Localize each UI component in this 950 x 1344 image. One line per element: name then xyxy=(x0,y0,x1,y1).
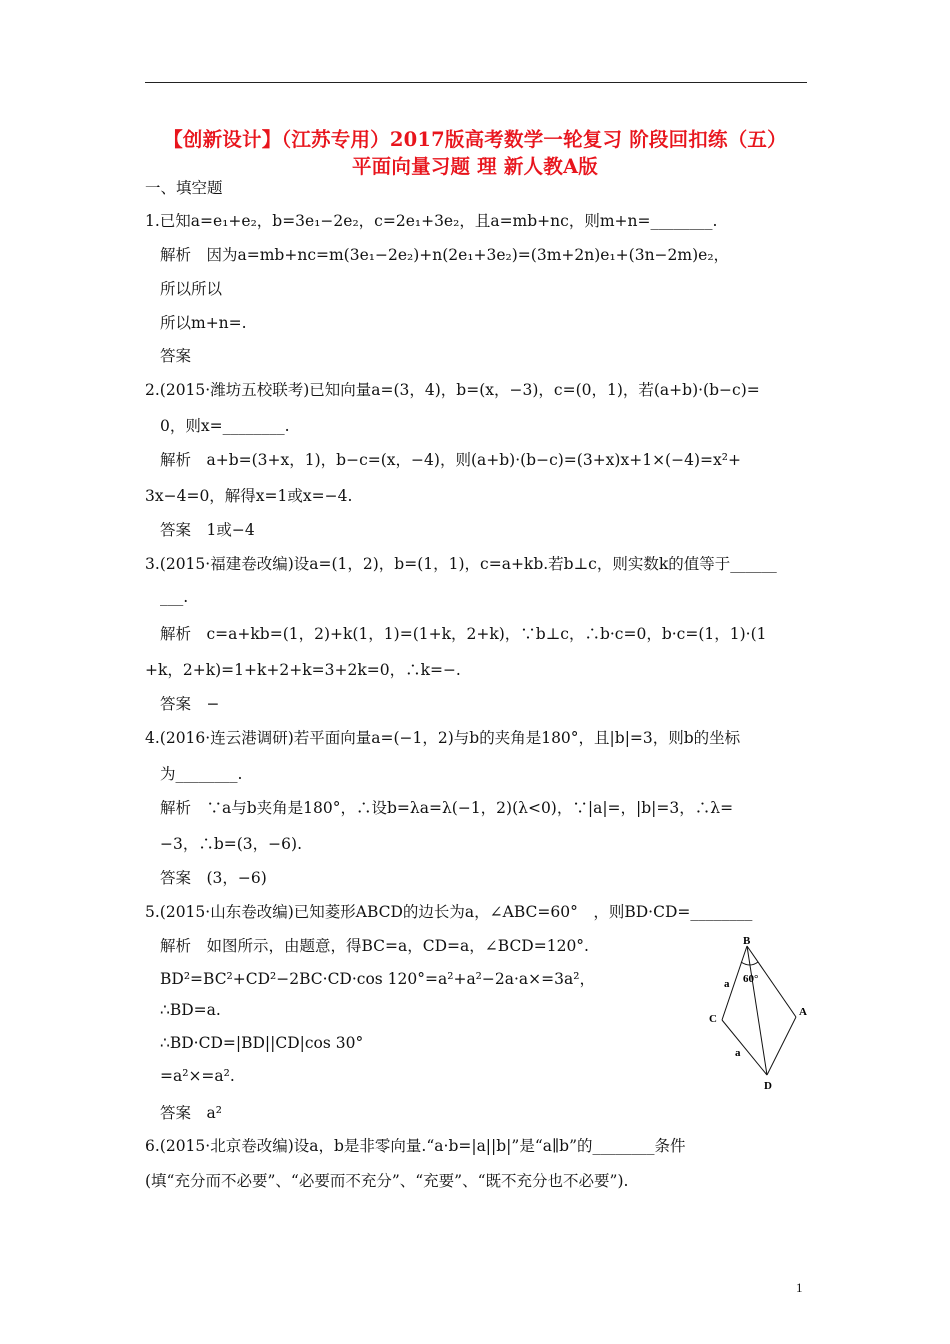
section-heading: 一、填空题 xyxy=(145,179,223,197)
text-line: 1.已知a=e₁+e₂，b=3e₁−2e₂，c=2e₁+3e₂，且a=mb+nc，则m+n=________. xyxy=(145,212,718,230)
text-line: 答案 a² xyxy=(160,1104,222,1122)
page-number: 1 xyxy=(796,1280,803,1295)
text-line: 2.(2015·潍坊五校联考)已知向量a=(3，4)，b=(x，−3)，c=(0，1)，若(a+b)·(b−c)= xyxy=(145,381,760,399)
text-line: 答案 (3，−6) xyxy=(160,869,267,887)
document-title-line-1: 【创新设计】（江苏专用）2017版高考数学一轮复习 阶段回扣练（五） xyxy=(163,128,787,151)
text-line: 答案 − xyxy=(160,695,220,713)
edge-AD xyxy=(767,1017,796,1075)
text-line: 解析 如图所示，由题意，得BC=a，CD=a，∠BCD=120°. xyxy=(160,937,589,955)
side-label-a-top: a xyxy=(724,978,730,990)
text-line: ∴BD=a. xyxy=(160,1001,221,1019)
text-line: 解析 c=a+kb=(1，2)+k(1，1)=(1+k，2+k)，∵b⊥c，∴b·c=0，b·c=(1，1)·(1 xyxy=(160,625,767,643)
text-line: +k，2+k)=1+k+2+k=3+2k=0，∴k=−. xyxy=(145,661,461,679)
text-line: 解析 因为a=mb+nc=m(3e₁−2e₂)+n(2e₁+3e₂)=(3m+2n)e₁+(3n−2m)e₂， xyxy=(160,246,730,264)
text-line: ∴BD·CD=|BD||CD|cos 30° xyxy=(160,1034,364,1052)
text-line: 为________. xyxy=(160,765,243,783)
text-line: 所以所以 xyxy=(160,280,223,298)
text-line: 所以m+n=. xyxy=(160,314,247,332)
text-line: 解析 a+b=(3+x，1)，b−c=(x，−4)，则(a+b)·(b−c)=(3+x)x+1×(−4)=x²+ xyxy=(160,451,741,469)
text-line: −3，∴b=(3，−6). xyxy=(160,835,302,853)
vertex-label-C: C xyxy=(709,1013,717,1025)
text-line: 3.(2015·福建卷改编)设a=(1，2)，b=(1，1)，c=a+kb.若b⊥c，则实数k的值等于______ xyxy=(145,555,777,573)
side-label-a-bottom: a xyxy=(735,1047,741,1059)
text-line: (填“充分而不必要”、“必要而不充分”、“充要”、“既不充分也不必要”). xyxy=(145,1172,629,1190)
text-line: 答案 xyxy=(160,347,192,365)
text-line: 答案 1或−4 xyxy=(160,521,255,539)
angle-label: 60° xyxy=(743,973,759,985)
text-line: 6.(2015·北京卷改编)设a，b是非零向量.“a·b=|a||b|”是“a∥b”的________条件 xyxy=(145,1137,686,1155)
vertex-label-B: B xyxy=(743,935,751,947)
text-line: =a²×=a². xyxy=(160,1067,235,1085)
document-title-line-2: 平面向量习题 理 新人教A版 xyxy=(351,155,598,178)
text-line: 5.(2015·山东卷改编)已知菱形ABCD的边长为a，∠ABC=60° ，则BD·CD=________ xyxy=(145,903,753,921)
header-rule xyxy=(145,82,807,83)
text-line: ___. xyxy=(160,588,189,606)
text-line: 4.(2016·连云港调研)若平面向量a=(−1，2)与b的夹角是180°，且|b|=3，则b的坐标 xyxy=(145,729,741,747)
vertex-label-A: A xyxy=(799,1006,807,1018)
text-line: 0，则x=________. xyxy=(160,417,290,435)
text-line: BD²=BC²+CD²−2BC·CD·cos 120°=a²+a²−2a·a×=3a²， xyxy=(160,970,595,988)
text-line: 解析 ∵a与b夹角是180°，∴设b=λa=λ(−1，2)(λ<0)，∵|a|=，|b|=3，∴λ= xyxy=(160,799,734,817)
rhombus-figure xyxy=(700,932,820,1092)
text-line: 3x−4=0，解得x=1或x=−4. xyxy=(145,487,353,505)
vertex-label-D: D xyxy=(764,1080,772,1092)
